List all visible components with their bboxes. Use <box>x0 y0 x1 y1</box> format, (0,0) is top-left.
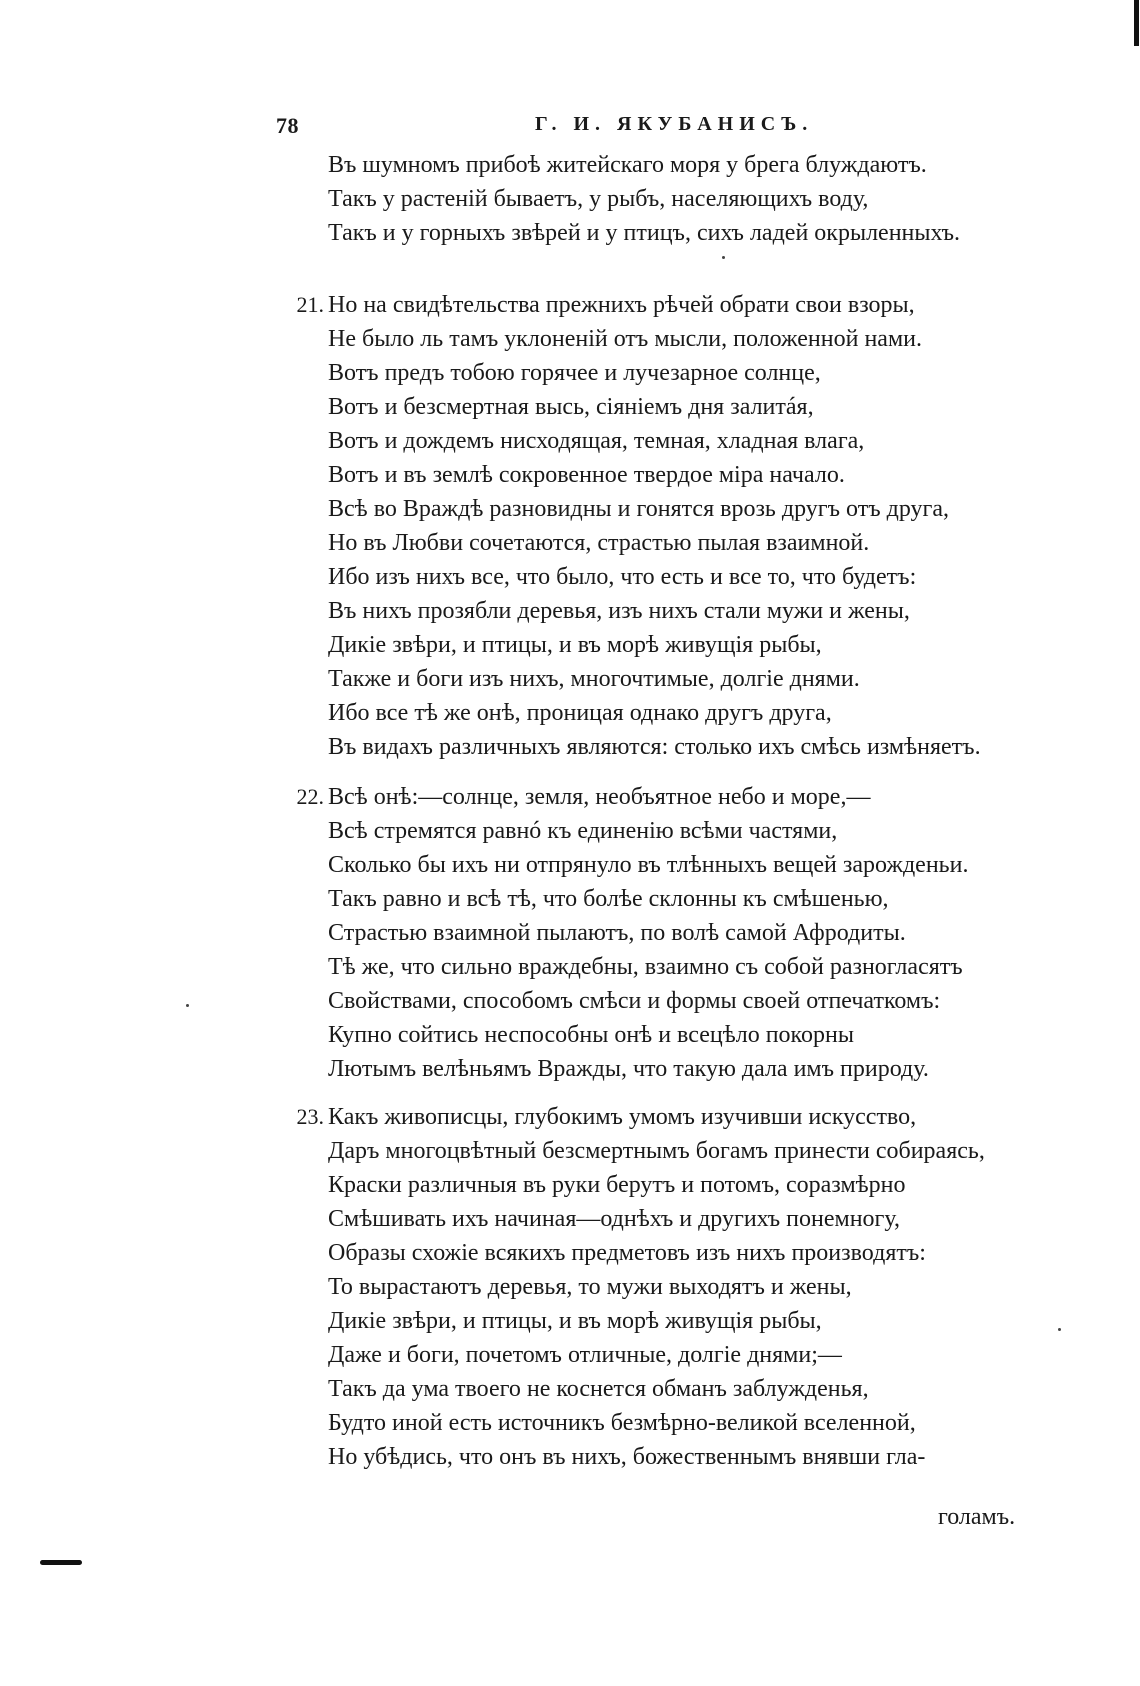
stanza-23 <box>284 1100 1104 1474</box>
verse-text: Ибо все тѣ же онѣ, проницая однако другъ друга, <box>328 700 832 726</box>
verse-line <box>284 424 1104 458</box>
verse-line <box>284 1100 1104 1134</box>
verse-line <box>284 148 1104 182</box>
verse-text: Образы схожіе всякихъ предметовъ изъ нихъ производятъ: <box>328 1240 926 1266</box>
verse-text: Въ нихъ прозябли деревья, изъ нихъ стали мужи и жены, <box>328 598 910 624</box>
verse-text: Въ видахъ различныхъ являются: столько ихъ смѣсь измѣняетъ. <box>328 734 981 760</box>
verse-text: Такъ да ума твоего не коснется обманъ заблужденья, <box>328 1376 869 1402</box>
verse-text: Даръ многоцвѣтный безсмертнымъ богамъ принести собираясь, <box>328 1138 985 1164</box>
running-head: Г. И. ЯКУБАНИСЪ. <box>535 113 814 135</box>
verse-line <box>284 458 1104 492</box>
scan-speck <box>722 256 725 259</box>
verse-text: Смѣшивать ихъ начиная—однѣхъ и другихъ понемногу, <box>328 1206 900 1232</box>
verse-text: Купно сойтись неспособны онѣ и всецѣло покорны <box>328 1022 854 1048</box>
verse-text: Лютымъ велѣньямъ Вражды, что такую дала имъ природу. <box>328 1056 929 1082</box>
verse-text: Всѣ онѣ:—солнце, земля, необъятное небо и море,— <box>328 784 871 810</box>
verse-line <box>284 696 1104 730</box>
verse-text: Будто иной есть источникъ безмѣрно-великой вселенной, <box>328 1410 916 1436</box>
verse-text: Дикіе звѣри, и птицы, и въ морѣ живущія рыбы, <box>328 1308 822 1334</box>
verse-text: Вотъ предъ тобою горячее и лучезарное солнце, <box>328 360 821 386</box>
verse-line <box>284 356 1104 390</box>
verse-text: Сколько бы ихъ ни отпрянуло въ тлѣнныхъ вещей зарожденьи. <box>328 852 969 878</box>
verse-text: Такъ равно и всѣ тѣ, что болѣе склонны къ смѣшенью, <box>328 886 889 912</box>
verse-text: Но на свидѣтельства прежнихъ рѣчей обрати свои взоры, <box>328 292 915 318</box>
verse-line <box>284 594 1104 628</box>
verse-text: Всѣ стремятся равнó къ единенію всѣми частями, <box>328 818 838 844</box>
verse-line <box>284 1304 1104 1338</box>
scan-edge-mark <box>1134 0 1139 46</box>
verse-text: Такъ и у горныхъ звѣрей и у птицъ, сихъ ладей окрыленныхъ. <box>328 220 961 246</box>
verse-line <box>284 1270 1104 1304</box>
verse-line <box>284 662 1104 696</box>
verse-line <box>284 560 1104 594</box>
verse-line <box>284 1202 1104 1236</box>
verse-line <box>284 288 1104 322</box>
verse-line <box>284 730 1104 764</box>
verse-text: Краски различныя въ руки берутъ и потомъ, соразмѣрно <box>328 1172 906 1198</box>
scan-ink-mark <box>40 1560 82 1565</box>
verse-line <box>284 182 1104 216</box>
hyphenated-continuation: голамъ. <box>938 1504 1016 1530</box>
stanza-number: 21. <box>296 292 324 317</box>
verse-line <box>284 628 1104 662</box>
verse-line <box>284 1018 1104 1052</box>
verse-line <box>284 1440 1104 1474</box>
verse-text: Даже и боги, почетомъ отличные, долгіе днями;— <box>328 1342 842 1368</box>
verse-line <box>284 814 1104 848</box>
stanza-continued <box>284 148 1104 250</box>
scan-speck <box>186 1004 189 1007</box>
verse-line <box>284 1338 1104 1372</box>
verse-text: Такъ у растеній бываетъ, у рыбъ, населяющихъ воду, <box>328 186 869 212</box>
verse-text: Вотъ и въ землѣ сокровенное твердое міра начало. <box>328 462 845 488</box>
stanza-number: 22. <box>296 784 324 809</box>
verse-text: Въ шумномъ прибоѣ житейскаго моря у брега блуждаютъ. <box>328 152 927 178</box>
verse-line <box>284 322 1104 356</box>
verse-text: Какъ живописцы, глубокимъ умомъ изучивши искусство, <box>328 1104 917 1130</box>
scan-speck <box>1058 1328 1061 1331</box>
verse-line <box>284 1168 1104 1202</box>
verse-text: Всѣ во Враждѣ разновидны и гонятся врозь другъ отъ друга, <box>328 496 949 522</box>
verse-text: Но убѣдись, что онъ въ нихъ, божественнымъ внявши гла- <box>328 1444 926 1470</box>
verse-text: Не было ль тамъ уклоненій отъ мысли, положенной нами. <box>328 326 922 352</box>
verse-line <box>284 1236 1104 1270</box>
stanza-21 <box>284 288 1104 764</box>
page-number: 78 <box>276 113 299 138</box>
verse-line <box>284 216 1104 250</box>
stanza-number: 23. <box>296 1104 324 1129</box>
verse-text: Вотъ и безсмертная высь, сіяніемъ дня залитáя, <box>328 394 814 420</box>
stanza-22 <box>284 780 1104 1086</box>
verse-line <box>284 1372 1104 1406</box>
verse-text: Дикіе звѣри, и птицы, и въ морѣ живущія рыбы, <box>328 632 822 658</box>
verse-line <box>284 390 1104 424</box>
verse-line <box>284 984 1104 1018</box>
verse-line <box>284 882 1104 916</box>
verse-text: То вырастаютъ деревья, то мужи выходятъ и жены, <box>328 1274 852 1300</box>
verse-text: Вотъ и дождемъ нисходящая, темная, хладная влага, <box>328 428 865 454</box>
verse-text: Но въ Любви сочетаются, страстью пылая взаимной. <box>328 530 870 556</box>
verse-text: Свойствами, способомъ смѣси и формы своей отпечаткомъ: <box>328 988 941 1014</box>
verse-line <box>284 916 1104 950</box>
verse-text: Ибо изъ нихъ все, что было, что есть и все то, что будетъ: <box>328 564 917 590</box>
verse-text: Также и боги изъ нихъ, многочтимые, долгіе днями. <box>328 666 860 692</box>
verse-line <box>284 1406 1104 1440</box>
verse-line <box>284 492 1104 526</box>
verse-text: Страстью взаимной пылаютъ, по волѣ самой Афродиты. <box>328 920 906 946</box>
verse-line <box>284 1134 1104 1168</box>
verse-line <box>284 526 1104 560</box>
verse-line <box>284 848 1104 882</box>
verse-line <box>284 780 1104 814</box>
verse-line <box>284 950 1104 984</box>
verse-line <box>284 1052 1104 1086</box>
verse-text: Тѣ же, что сильно враждебны, взаимно съ собой разногласятъ <box>328 954 963 980</box>
